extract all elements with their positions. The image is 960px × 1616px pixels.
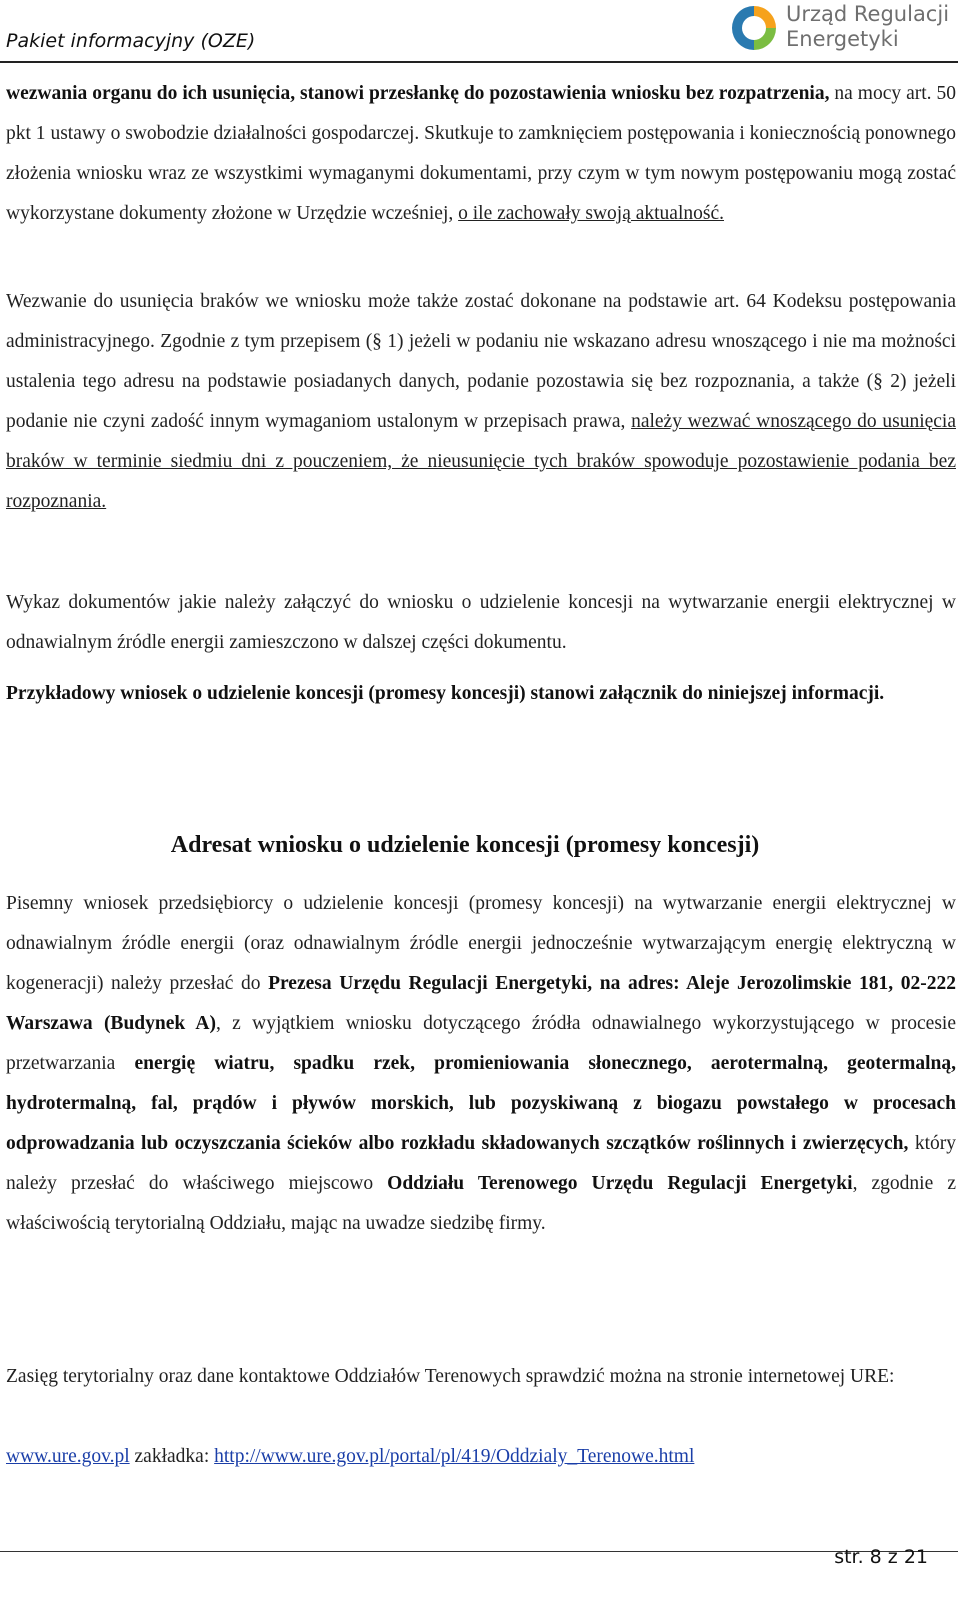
body-text: Zasięg terytorialny oraz dane kontaktowe Oddziałów Terenowych sprawdzić można na stronie internetowej URE:: [6, 1366, 895, 1387]
paragraph-document-list: [6, 583, 956, 663]
paragraph-addressee: [6, 884, 956, 1244]
bold-text: wezwania organu do ich usunięcia, stanowi przesłankę do pozostawienia wniosku bez rozpatrzenia,: [6, 83, 830, 104]
ure-logo: [728, 2, 953, 56]
footer-divider: [0, 1551, 958, 1552]
underlined-text: o ile zachowały swoją aktualność.: [458, 203, 724, 224]
paragraph-sample-application: [6, 674, 956, 714]
body-text: , z wyjątkiem wniosku dotyczącego źródła odnawialnego wykorzystującego w procesie przetwarzania: [6, 1013, 956, 1074]
branch-offices-link[interactable]: http://www.ure.gov.pl/portal/pl/419/Oddzialy_Terenowe.html: [214, 1446, 695, 1467]
body-text: Wykaz dokumentów jakie należy załączyć do wniosku o udzielenie koncesji na wytwarzanie energii elektrycznej w odnawialnym źródle energii zamieszczono w dalszej części dokumentu.: [6, 592, 956, 653]
body-text: na mocy art. 50 pkt 1 ustawy o swobodzie działalności gospodarczej. Skutkuje to zamknięciem postępowania i koniecznością ponownego złożenia wniosku wraz ze wszystkimi wymaganymi dokumentami, przy czym w tym nowym postępowaniu mogą zostać wykorzystane dokumenty złożone w Urzędzie wcześniej,: [6, 83, 956, 224]
section-heading: Adresat wniosku o udzielenie koncesji (promesy koncesji): [170, 832, 760, 858]
paragraph-branch-offices: [6, 1357, 956, 1397]
ure-website-link[interactable]: www.ure.gov.pl: [6, 1446, 130, 1467]
page-number: str. 8 z 21: [834, 1546, 928, 1568]
bold-text: Przykładowy wniosek o udzielenie koncesji (promesy koncesji) stanowi załącznik do niniejszej informacji.: [6, 683, 885, 704]
document-title: Pakiet informacyjny (OZE): [6, 30, 256, 52]
paragraph-rejection-consequences: [6, 74, 956, 234]
bold-branch-office: Oddziału Terenowego Urzędu Regulacji Energetyki: [387, 1173, 853, 1194]
bold-address: Prezesa Urzędu Regulacji Energetyki, na adres: Aleje Jerozolimskie 181, 02-222 Warszawa (Budynek A): [6, 973, 957, 1034]
body-text: Wezwanie do usunięcia braków we wniosku może także zostać dokonane na podstawie art. 64 Kodeksu postępowania administracyjnego. Zgodnie z tym przepisem (§ 1) jeżeli w podaniu nie wskazano adresu wnoszącego i nie ma możności ustalenia tego adresu na podstawie posiadanych danych, podanie pozostawia się bez rozpoznania, a także (§ 2) jeżeli podanie nie czyni zadość innym wymaganiom ustalonym w przepisach prawa,: [6, 291, 956, 432]
logo-line-1: Urząd Regulacji: [786, 2, 950, 26]
page-header: [0, 0, 960, 64]
paragraph-art64-kpa: [6, 282, 956, 522]
tab-label-text: zakładka:: [129, 1446, 215, 1467]
body-text: który należy przesłać do właściwego miejscowo: [6, 1133, 956, 1194]
body-text: Pisemny wniosek przedsiębiorcy o udzielenie koncesji (promesy koncesji) na wytwarzanie energii elektrycznej w odnawialnym źródle energii (oraz odnawialnym źródle energii jednocześnie wytwarzającym energię elektryczną w kogeneracji) należy przesłać do: [6, 893, 956, 994]
links-line: [6, 1437, 694, 1477]
header-divider: [0, 61, 958, 63]
ure-logo-icon: [728, 2, 780, 54]
logo-line-2: Energetyki: [786, 27, 899, 51]
body-text: , zgodnie z właściwością terytorialną Oddziału, mając na uwadze siedzibę firmy.: [6, 1173, 956, 1234]
underlined-text: należy wezwać wnoszącego do usunięcia braków w terminie siedmiu dni z pouczeniem, że nieusunięcie tych braków spowoduje pozostawienie podania bez rozpoznania.: [6, 411, 956, 512]
bold-energy-sources: energię wiatru, spadku rzek, promieniowania słonecznego, aerotermalną, geotermalną, hydrotermalną, fal, prądów i pływów morskich, lub pozyskiwaną z biogazu powstałego w procesach odprowadzania lub oczyszczania ścieków albo rozkładu składowanych szczątków roślinnych i zwierzęcych,: [6, 1053, 956, 1154]
